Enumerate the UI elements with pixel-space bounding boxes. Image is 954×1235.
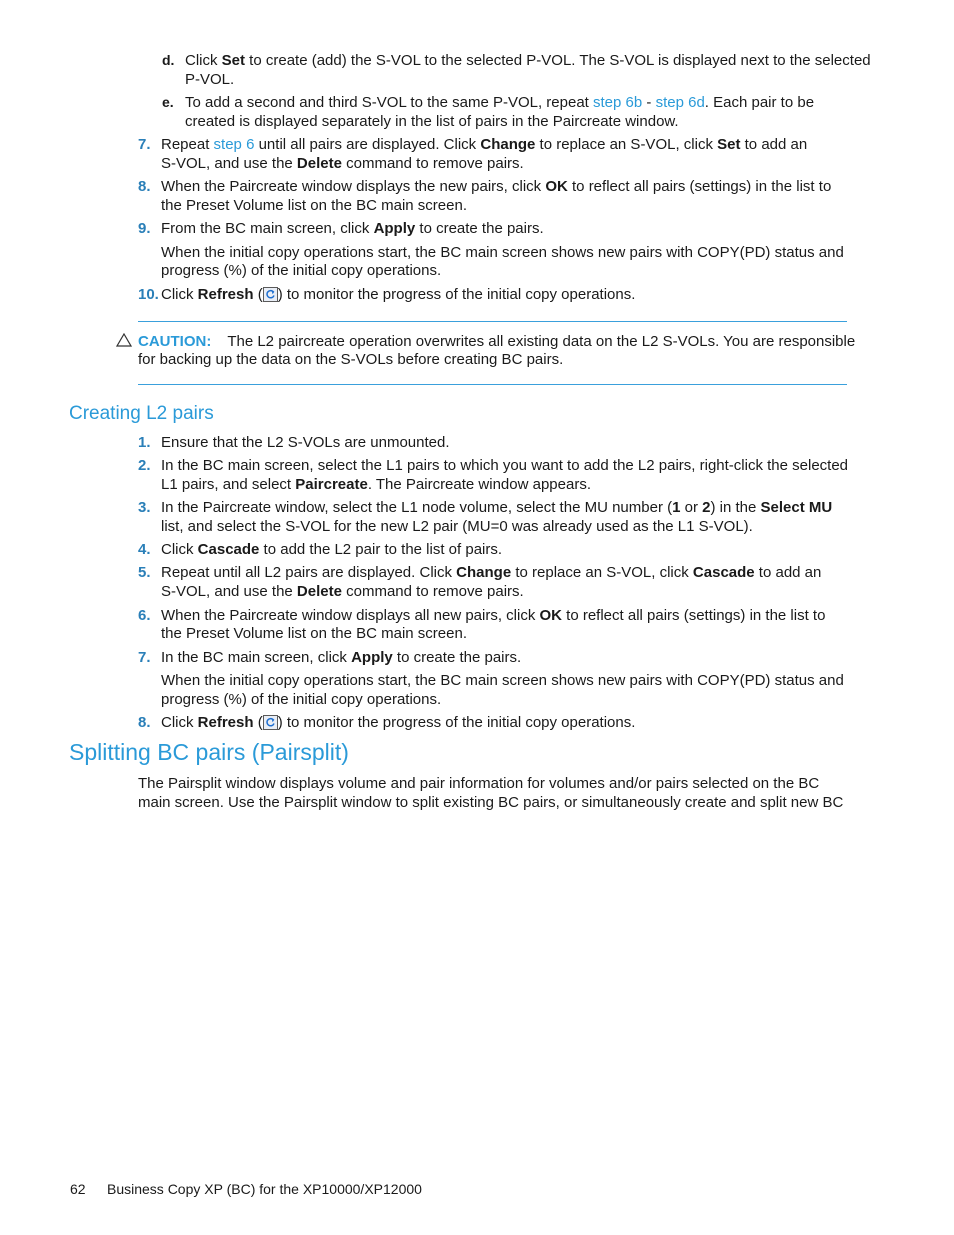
step-10-text: Click Refresh ( ) to monitor the progress of the initial copy operations. [161, 286, 636, 303]
step-9-text: From the BC main screen, click Apply to create the pairs. [161, 220, 544, 237]
refresh-icon [263, 715, 278, 730]
set-command: Set [221, 52, 246, 69]
section-heading-splitting-bc-pairs: Splitting BC pairs (Pairsplit) [69, 739, 349, 765]
step-number: 9. [138, 220, 151, 237]
page-number: 62 [70, 1181, 86, 1197]
l2-step-6-text-cont: the Preset Volume list on the BC main screen. [161, 625, 467, 642]
pairsplit-paragraph: The Pairsplit window displays volume and pair information for volumes and/or pairs selected on the BC [138, 775, 820, 792]
caution-bottom-rule [138, 384, 847, 385]
step-number: 6. [138, 607, 151, 624]
l2-step-1-text: Ensure that the L2 S-VOLs are unmounted. [161, 434, 450, 451]
caution-text: CAUTION: The L2 paircreate operation overwrites all existing data on the L2 S-VOLs. You are responsible [138, 333, 856, 350]
step-letter: e. [162, 94, 174, 110]
l2-step-3-text-cont: list, and select the S-VOL for the new L2 pair (MU=0 was already used as the L1 S-VOL). [161, 518, 753, 535]
l2-step-4-text: Click Cascade to add the L2 pair to the list of pairs. [161, 541, 503, 558]
l2-step-5-text-cont: S-VOL, and use the Delete command to remove pairs. [161, 583, 524, 600]
l2-step-3-text: In the Paircreate window, select the L1 node volume, select the MU number (1 or 2) in the Select MU [161, 499, 833, 516]
step-e-text: To add a second and third S-VOL to the same P-VOL, repeat step 6b - step 6d. Each pair to be [185, 94, 815, 111]
l2-step-7-note: When the initial copy operations start, the BC main screen shows new pairs with COPY(PD) status and [161, 672, 844, 689]
step-6d-link[interactable]: step 6d [655, 94, 705, 111]
step-letter: d. [162, 52, 175, 68]
l2-step-8-text: Click Refresh ( ) to monitor the progress of the initial copy operations. [161, 714, 636, 731]
step-number: 7. [138, 136, 151, 153]
caution-text-cont: for backing up the data on the S-VOLs before creating BC pairs. [138, 351, 564, 368]
caution-triangle-icon [116, 333, 132, 351]
l2-step-7-note-cont: progress (%) of the initial copy operations. [161, 691, 442, 708]
l2-step-2-text-cont: L1 pairs, and select Paircreate. The Paircreate window appears. [161, 476, 591, 493]
l2-step-2-text: In the BC main screen, select the L1 pairs to which you want to add the L2 pairs, right-click the selected [161, 457, 849, 474]
l2-step-5-text: Repeat until all L2 pairs are displayed. Click Change to replace an S-VOL, click Cascade to add an [161, 564, 822, 581]
step-number: 10. [138, 286, 159, 303]
step-number: 7. [138, 649, 151, 666]
step-6-link[interactable]: step 6 [213, 136, 255, 153]
caution-label: CAUTION: [138, 333, 212, 350]
step-9-note-cont: progress (%) of the initial copy operations. [161, 262, 442, 279]
step-6b-link[interactable]: step 6b [593, 94, 643, 111]
step-number: 3. [138, 499, 151, 516]
refresh-icon [263, 287, 278, 302]
caution-top-rule [138, 321, 847, 322]
step-7-text-cont: S-VOL, and use the Delete command to remove pairs. [161, 155, 524, 172]
step-d-text-cont: P-VOL. [185, 71, 235, 88]
step-8-text-cont: the Preset Volume list on the BC main screen. [161, 197, 467, 214]
step-number: 2. [138, 457, 151, 474]
pairsplit-paragraph-cont: main screen. Use the Pairsplit window to split existing BC pairs, or simultaneously create and split new BC [138, 794, 844, 811]
step-9-note: When the initial copy operations start, the BC main screen shows new pairs with COPY(PD) status and [161, 244, 844, 261]
section-heading-creating-l2-pairs: Creating L2 pairs [69, 403, 214, 424]
step-7-text: Repeat step 6 until all pairs are displayed. Click Change to replace an S-VOL, click Set to add an [161, 136, 808, 153]
step-number: 8. [138, 178, 151, 195]
step-8-text: When the Paircreate window displays the new pairs, click OK to reflect all pairs (settings) in the list to [161, 178, 832, 195]
footer-title: Business Copy XP (BC) for the XP10000/XP12000 [107, 1181, 422, 1197]
l2-step-7-text: In the BC main screen, click Apply to create the pairs. [161, 649, 522, 666]
step-number: 8. [138, 714, 151, 731]
step-number: 1. [138, 434, 151, 451]
l2-step-6-text: When the Paircreate window displays all new pairs, click OK to reflect all pairs (settings) in the list to [161, 607, 826, 624]
step-number: 4. [138, 541, 151, 558]
step-e-text-cont: created is displayed separately in the list of pairs in the Paircreate window. [185, 113, 679, 130]
step-d-text: Click Set to create (add) the S-VOL to the selected P-VOL. The S-VOL is displayed next to the selected [185, 52, 871, 69]
step-number: 5. [138, 564, 151, 581]
